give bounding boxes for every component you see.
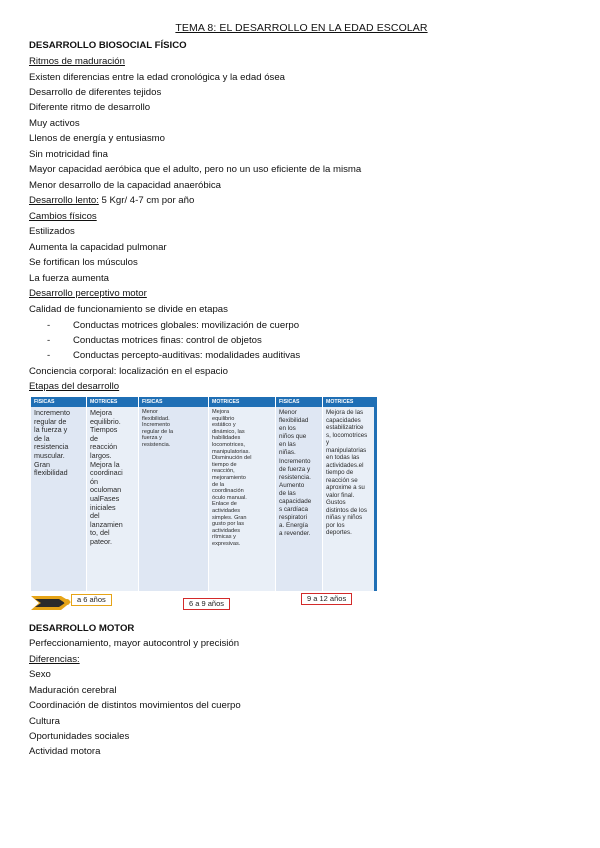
table-cell-text: Menor flexibilidad en los niños que en las niñas. Incremento de fuerza y resistencia. Aumento de las capacidade s cardíaca respiratori a. Energía a revender.	[279, 409, 312, 538]
age-footer	[31, 591, 377, 615]
table-header: FISICAS	[31, 397, 86, 407]
table-cell	[139, 407, 208, 591]
table-cell-text: Menor flexibilidad. Incremento regular de la fuerza y resistencia.	[142, 409, 174, 448]
table-cell	[323, 407, 374, 591]
table-cell-text: Mejora equilibrio estático y dinámico, las habilidades locomotrices, manipulatorias. Disminución del tiempo de reacción, mejoramiento de la coordinación óculo manual. Enlace de actividades simples. Gran gusto por las actividades rítmicas y expresivas.	[212, 409, 252, 547]
table-cell-text: Incremento regular de la fuerza y de la resistencia muscular. Gran flexibilidad	[34, 408, 70, 478]
table-header: MOTRICES	[323, 397, 377, 407]
table-cell	[209, 407, 275, 591]
etapas-table-figure	[31, 397, 377, 615]
table-cell-text: Mejora equilibrio. Tiempos de reacción largos. Mejora la coordinaci ón oculoman ualFases iniciales del lanzamien to, del pateor.	[90, 408, 123, 546]
list-item: Desarrollo de diferentes tejidos	[29, 87, 162, 98]
table-edge	[374, 407, 377, 591]
subheading-perceptivo: Desarrollo perceptivo motor	[29, 288, 147, 299]
table-cell	[31, 407, 86, 591]
list-item: Menor desarrollo de la capacidad anaeróbica	[29, 180, 221, 191]
table-header: MOTRICES	[209, 397, 275, 407]
list-item: Muy activos	[29, 118, 80, 129]
list-item: Actividad motora	[29, 746, 101, 757]
page-title: TEMA 8: EL DESARROLLO EN LA EDAD ESCOLAR	[175, 22, 428, 34]
section-heading-motor: DESARROLLO MOTOR	[29, 623, 135, 634]
table-cell-text: Mejora de las capacidades estabilizatrice s, locomotrices y manipulatorias en todas las actividades.el tiempo de reacción se aproxime a su valor final. Gustos distintos de los niñas y niños por los deportes.	[326, 409, 368, 536]
table-header: MOTRICES	[87, 397, 138, 407]
bullet-text: Conductas motrices finas: control de objetos	[73, 335, 262, 346]
bullet-text: Conductas percepto-auditivas: modalidades auditivas	[73, 350, 301, 361]
perceptivo-intro: Calidad de funcionamiento se divide en etapas	[29, 304, 228, 315]
age-label: 9 a 12 años	[301, 593, 352, 605]
bullet-dash: -	[47, 335, 51, 346]
subheading-ritmos: Ritmos de maduración	[29, 56, 125, 67]
desarrollo-lento	[29, 195, 194, 207]
list-item: Existen diferencias entre la edad cronológica y la edad ósea	[29, 72, 285, 83]
subheading-etapas: Etapas del desarrollo	[29, 381, 120, 392]
table-cell	[276, 407, 322, 591]
list-item: Maduración cerebral	[29, 685, 117, 696]
list-item: Sin motricidad fina	[29, 149, 108, 160]
list-item: Estilizados	[29, 226, 75, 237]
bullet-dash: -	[47, 350, 51, 361]
list-item: Cultura	[29, 716, 60, 727]
motor-intro: Perfeccionamiento, mayor autocontrol y precisión	[29, 638, 240, 649]
bullet-dash: -	[47, 320, 51, 331]
list-item: Mayor capacidad aeróbica que el adulto, pero no un uso eficiente de la misma	[29, 164, 362, 175]
section-heading-biosocial: DESARROLLO BIOSOCIAL FÍSICO	[29, 40, 187, 51]
bullet-text: Conductas motrices globales: movilización de cuerpo	[73, 320, 300, 331]
list-item: La fuerza aumenta	[29, 273, 110, 284]
desarrollo-lento-value: 5 Kgr/ 4-7 cm por año	[98, 195, 195, 206]
list-item: Diferente ritmo de desarrollo	[29, 102, 151, 113]
bullet-item	[47, 350, 301, 362]
subheading-cambios: Cambios físicos	[29, 211, 97, 222]
age-label: a 6 años	[71, 594, 112, 606]
list-item: Se fortifican los músculos	[29, 257, 138, 268]
age-label: 6 a 9 años	[183, 598, 230, 610]
conciencia-corporal: Conciencia corporal: localización en el espacio	[29, 366, 228, 377]
table-header: FISICAS	[139, 397, 208, 407]
list-item: Coordinación de distintos movimientos del cuerpo	[29, 700, 241, 711]
bullet-item	[47, 335, 262, 347]
desarrollo-lento-label: Desarrollo lento:	[29, 195, 99, 206]
bullet-item	[47, 320, 300, 332]
list-item: Sexo	[29, 669, 51, 680]
table-header: FISICAS	[276, 397, 322, 407]
list-item: Llenos de energía y entusiasmo	[29, 133, 165, 144]
subheading-diferencias: Diferencias:	[29, 654, 80, 665]
table-cell	[87, 407, 138, 591]
list-item: Oportunidades sociales	[29, 731, 130, 742]
list-item: Aumenta la capacidad pulmonar	[29, 242, 167, 253]
